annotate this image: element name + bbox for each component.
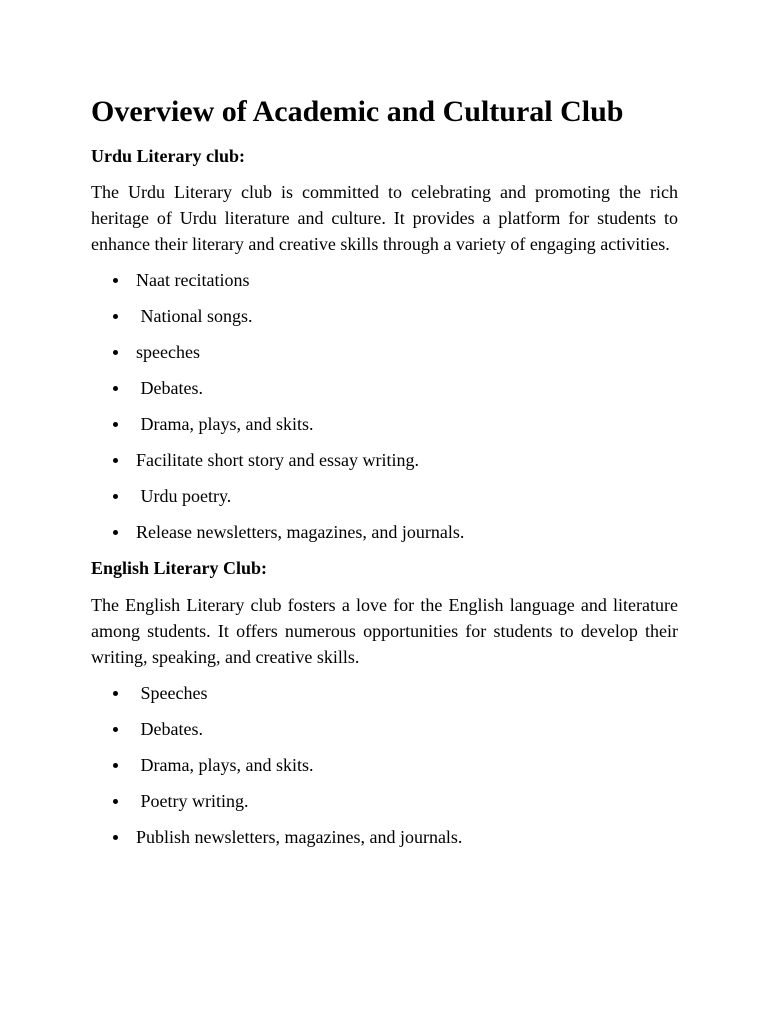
list-item — [91, 681, 678, 705]
bullet-icon — [113, 314, 118, 319]
list-item-text: Drama, plays, and skits. — [136, 755, 314, 775]
list-item-text: Debates. — [136, 378, 203, 398]
section-heading-urdu: Urdu Literary club: — [91, 146, 245, 166]
list-item-text: Debates. — [136, 719, 203, 739]
bullet-icon — [113, 530, 118, 535]
list-item — [91, 412, 678, 436]
list-item — [91, 448, 678, 472]
list-item — [91, 484, 678, 508]
list-item-text: Speeches — [136, 683, 208, 703]
list-item-text: Urdu poetry. — [136, 486, 232, 506]
bullet-icon — [113, 799, 118, 804]
section-paragraph-urdu: The Urdu Literary club is committed to celebrating and promoting the rich heritage of Urdu literature and culture. It provides a platform for students to enhance their literary and creative skills through a variety of engaging activities. — [91, 182, 678, 254]
bullet-icon — [113, 422, 118, 427]
bullet-icon — [113, 494, 118, 499]
list-item — [91, 789, 678, 813]
urdu-literary-club-section — [91, 144, 678, 544]
list-item-text: Drama, plays, and skits. — [136, 414, 314, 434]
list-item-text: Release newsletters, magazines, and journals. — [136, 522, 465, 542]
list-item — [91, 304, 678, 328]
list-item — [91, 825, 678, 849]
bullet-icon — [113, 350, 118, 355]
bullet-icon — [113, 278, 118, 283]
list-item — [91, 717, 678, 741]
bullet-icon — [113, 727, 118, 732]
english-literary-club-section — [91, 556, 678, 849]
activity-list-english — [91, 681, 678, 849]
bullet-icon — [113, 458, 118, 463]
list-item-text: Publish newsletters, magazines, and journals. — [136, 827, 463, 847]
bullet-icon — [113, 691, 118, 696]
list-item — [91, 376, 678, 400]
section-paragraph-english: The English Literary club fosters a love for the English language and literature among students. It offers numerous opportunities for students to develop their writing, speaking, and creative skills. — [91, 595, 678, 667]
activity-list-urdu — [91, 268, 678, 544]
list-item — [91, 268, 678, 292]
list-item-text: speeches — [136, 342, 200, 362]
bullet-icon — [113, 835, 118, 840]
list-item-text: Poetry writing. — [136, 791, 249, 811]
bullet-icon — [113, 386, 118, 391]
list-item — [91, 753, 678, 777]
page-title: Overview of Academic and Cultural Club — [91, 95, 624, 128]
bullet-icon — [113, 763, 118, 768]
section-heading-english: English Literary Club: — [91, 558, 268, 578]
list-item-text: Facilitate short story and essay writing. — [136, 450, 419, 470]
list-item-text: Naat recitations — [136, 270, 250, 290]
list-item-text: National songs. — [136, 306, 253, 326]
list-item — [91, 340, 678, 364]
list-item — [91, 520, 678, 544]
